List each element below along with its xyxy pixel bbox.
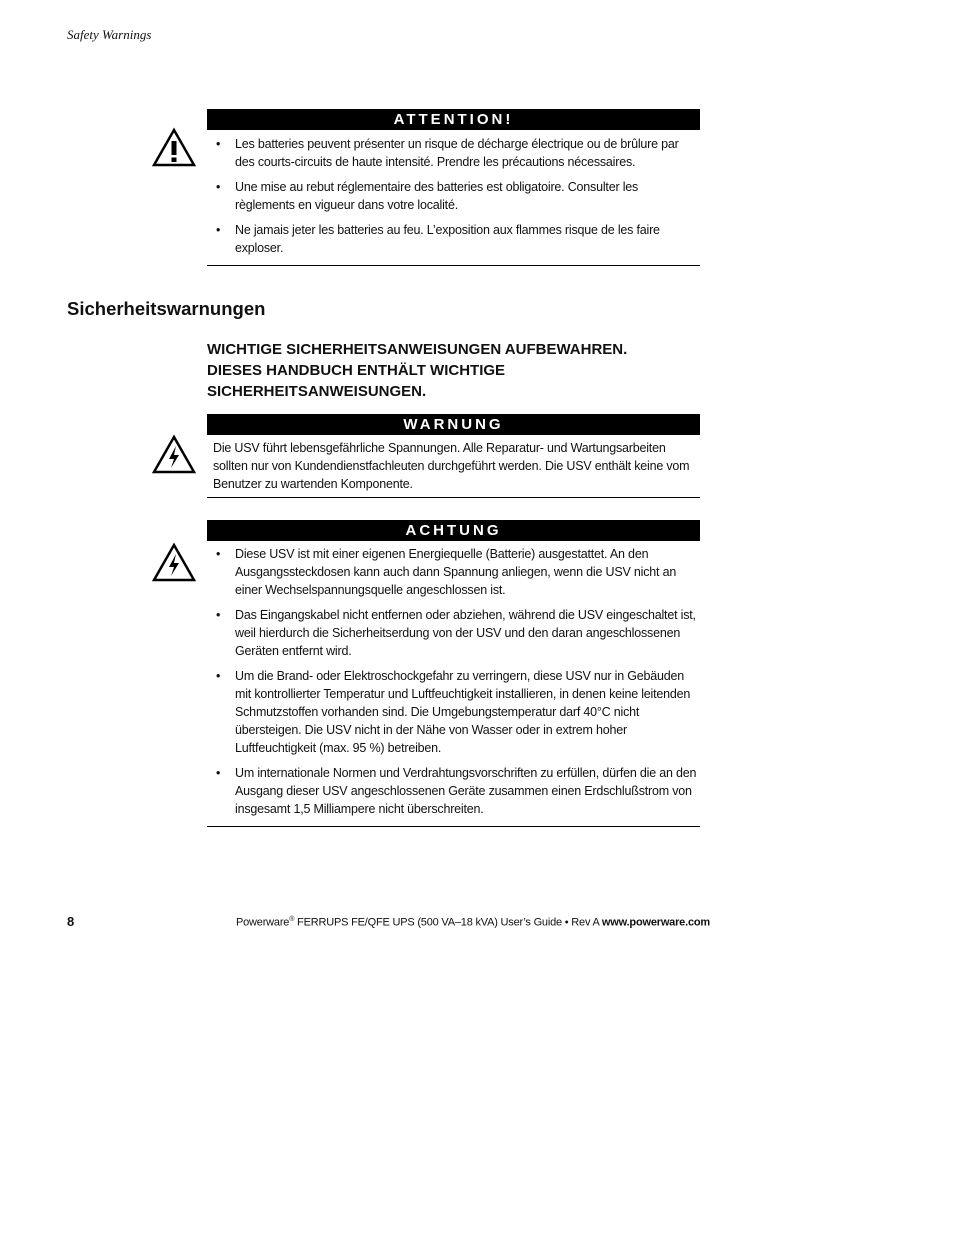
bullet: • bbox=[216, 766, 221, 780]
list-item-text: Das Eingangskabel nicht entfernen oder abziehen, während die USV eingeschaltet ist, weil hierdurch die Sicherheitserdung von der USV und den daran angeschlossenen Geräten entfernt wird. bbox=[235, 608, 696, 658]
list-item bbox=[207, 764, 700, 818]
bullet: • bbox=[216, 669, 221, 683]
list-item-text: Um die Brand- oder Elektroschockgefahr zu verringern, diese USV nur in Gebäuden mit kontrollierter Temperatur und Luftfeuchtigkeit installieren, in denen keine leitenden Schmutzstoffen vorhanden sind. Die Umgebungstemperatur darf 40°C nicht übersteigen. Die USV nicht in der Nähe von Wasser oder in extrem hoher Luftfeuchtigkeit (max. 95 %) betreiben. bbox=[235, 669, 691, 755]
bullet: • bbox=[216, 547, 221, 561]
lightning-warning-icon bbox=[152, 434, 196, 474]
section-heading: Sicherheitswarnungen bbox=[67, 298, 266, 319]
footer-text bbox=[236, 916, 710, 929]
warnung-box bbox=[207, 414, 700, 498]
list-item bbox=[207, 178, 700, 214]
achtung-title: ACHTUNG bbox=[207, 520, 700, 541]
important-line: DIESES HANDBUCH ENTHÄLT WICHTIGE bbox=[207, 362, 506, 379]
page-number: 8 bbox=[67, 914, 75, 929]
achtung-list bbox=[207, 545, 700, 818]
exclamation-warning-icon bbox=[152, 127, 196, 167]
footer-url: www.powerware.com bbox=[601, 916, 710, 929]
list-item bbox=[207, 606, 700, 660]
footer-brand: Powerware bbox=[236, 916, 290, 929]
list-item-text: Diese USV ist mit einer eigenen Energiequelle (Batterie) ausgestattet. An den Ausgangssteckdosen kann auch dann Spannung anliegen, wenn die USV nicht an einer Wechselspannungsquelle angeschlossen ist. bbox=[235, 547, 677, 597]
list-item-text: Um internationale Normen und Verdrahtungsvorschriften zu erfüllen, dürfen die an den Ausgang dieser USV angeschlossenen Geräte zusammen einen Erdschlußstrom von insgesamt 1,5 Milliampere nicht überschreiten. bbox=[235, 766, 697, 816]
list-item-text: Une mise au rebut réglementaire des batteries est obligatoire. Consulter les règlements en vigueur dans votre localité. bbox=[235, 180, 639, 212]
running-head: Safety Warnings bbox=[67, 27, 152, 42]
important-line: SICHERHEITSANWEISUNGEN. bbox=[207, 383, 427, 400]
bullet: • bbox=[216, 137, 221, 151]
bullet: • bbox=[216, 608, 221, 622]
attention-list bbox=[207, 135, 700, 257]
bullet: • bbox=[216, 180, 221, 194]
warnung-title: WARNUNG bbox=[207, 414, 700, 435]
list-item bbox=[207, 545, 700, 599]
list-item-text: Les batteries peuvent présenter un risque de décharge électrique ou de brûlure par des courts-circuits de haute intensité. Prendre les précautions nécessaires. bbox=[235, 137, 679, 169]
warnung-text: Die USV führt lebensgefährliche Spannungen. Alle Reparatur- und Wartungsarbeiten sollten nur von Kundendienstfachleuten durchgeführt werden. Die USV enthält keine vom Benutzer zu wartenden Komponente. bbox=[213, 441, 690, 491]
list-item bbox=[207, 667, 700, 757]
list-item bbox=[207, 135, 700, 171]
attention-box bbox=[207, 109, 700, 266]
list-item bbox=[207, 221, 700, 257]
list-item-text: Ne jamais jeter les batteries au feu. L’exposition aux flammes risque de les faire exploser. bbox=[235, 223, 660, 255]
lightning-warning-icon bbox=[152, 542, 196, 582]
important-line: WICHTIGE SICHERHEITSANWEISUNGEN AUFBEWAHREN. bbox=[207, 341, 628, 358]
registered-mark: ® bbox=[289, 916, 295, 923]
important-notice bbox=[207, 339, 707, 402]
footer-guide-text: FERRUPS FE/QFE UPS (500 VA–18 kVA) User’s Guide • Rev A bbox=[294, 916, 602, 929]
achtung-box bbox=[207, 520, 700, 827]
bullet: • bbox=[216, 223, 221, 237]
attention-title: ATTENTION! bbox=[207, 109, 700, 130]
